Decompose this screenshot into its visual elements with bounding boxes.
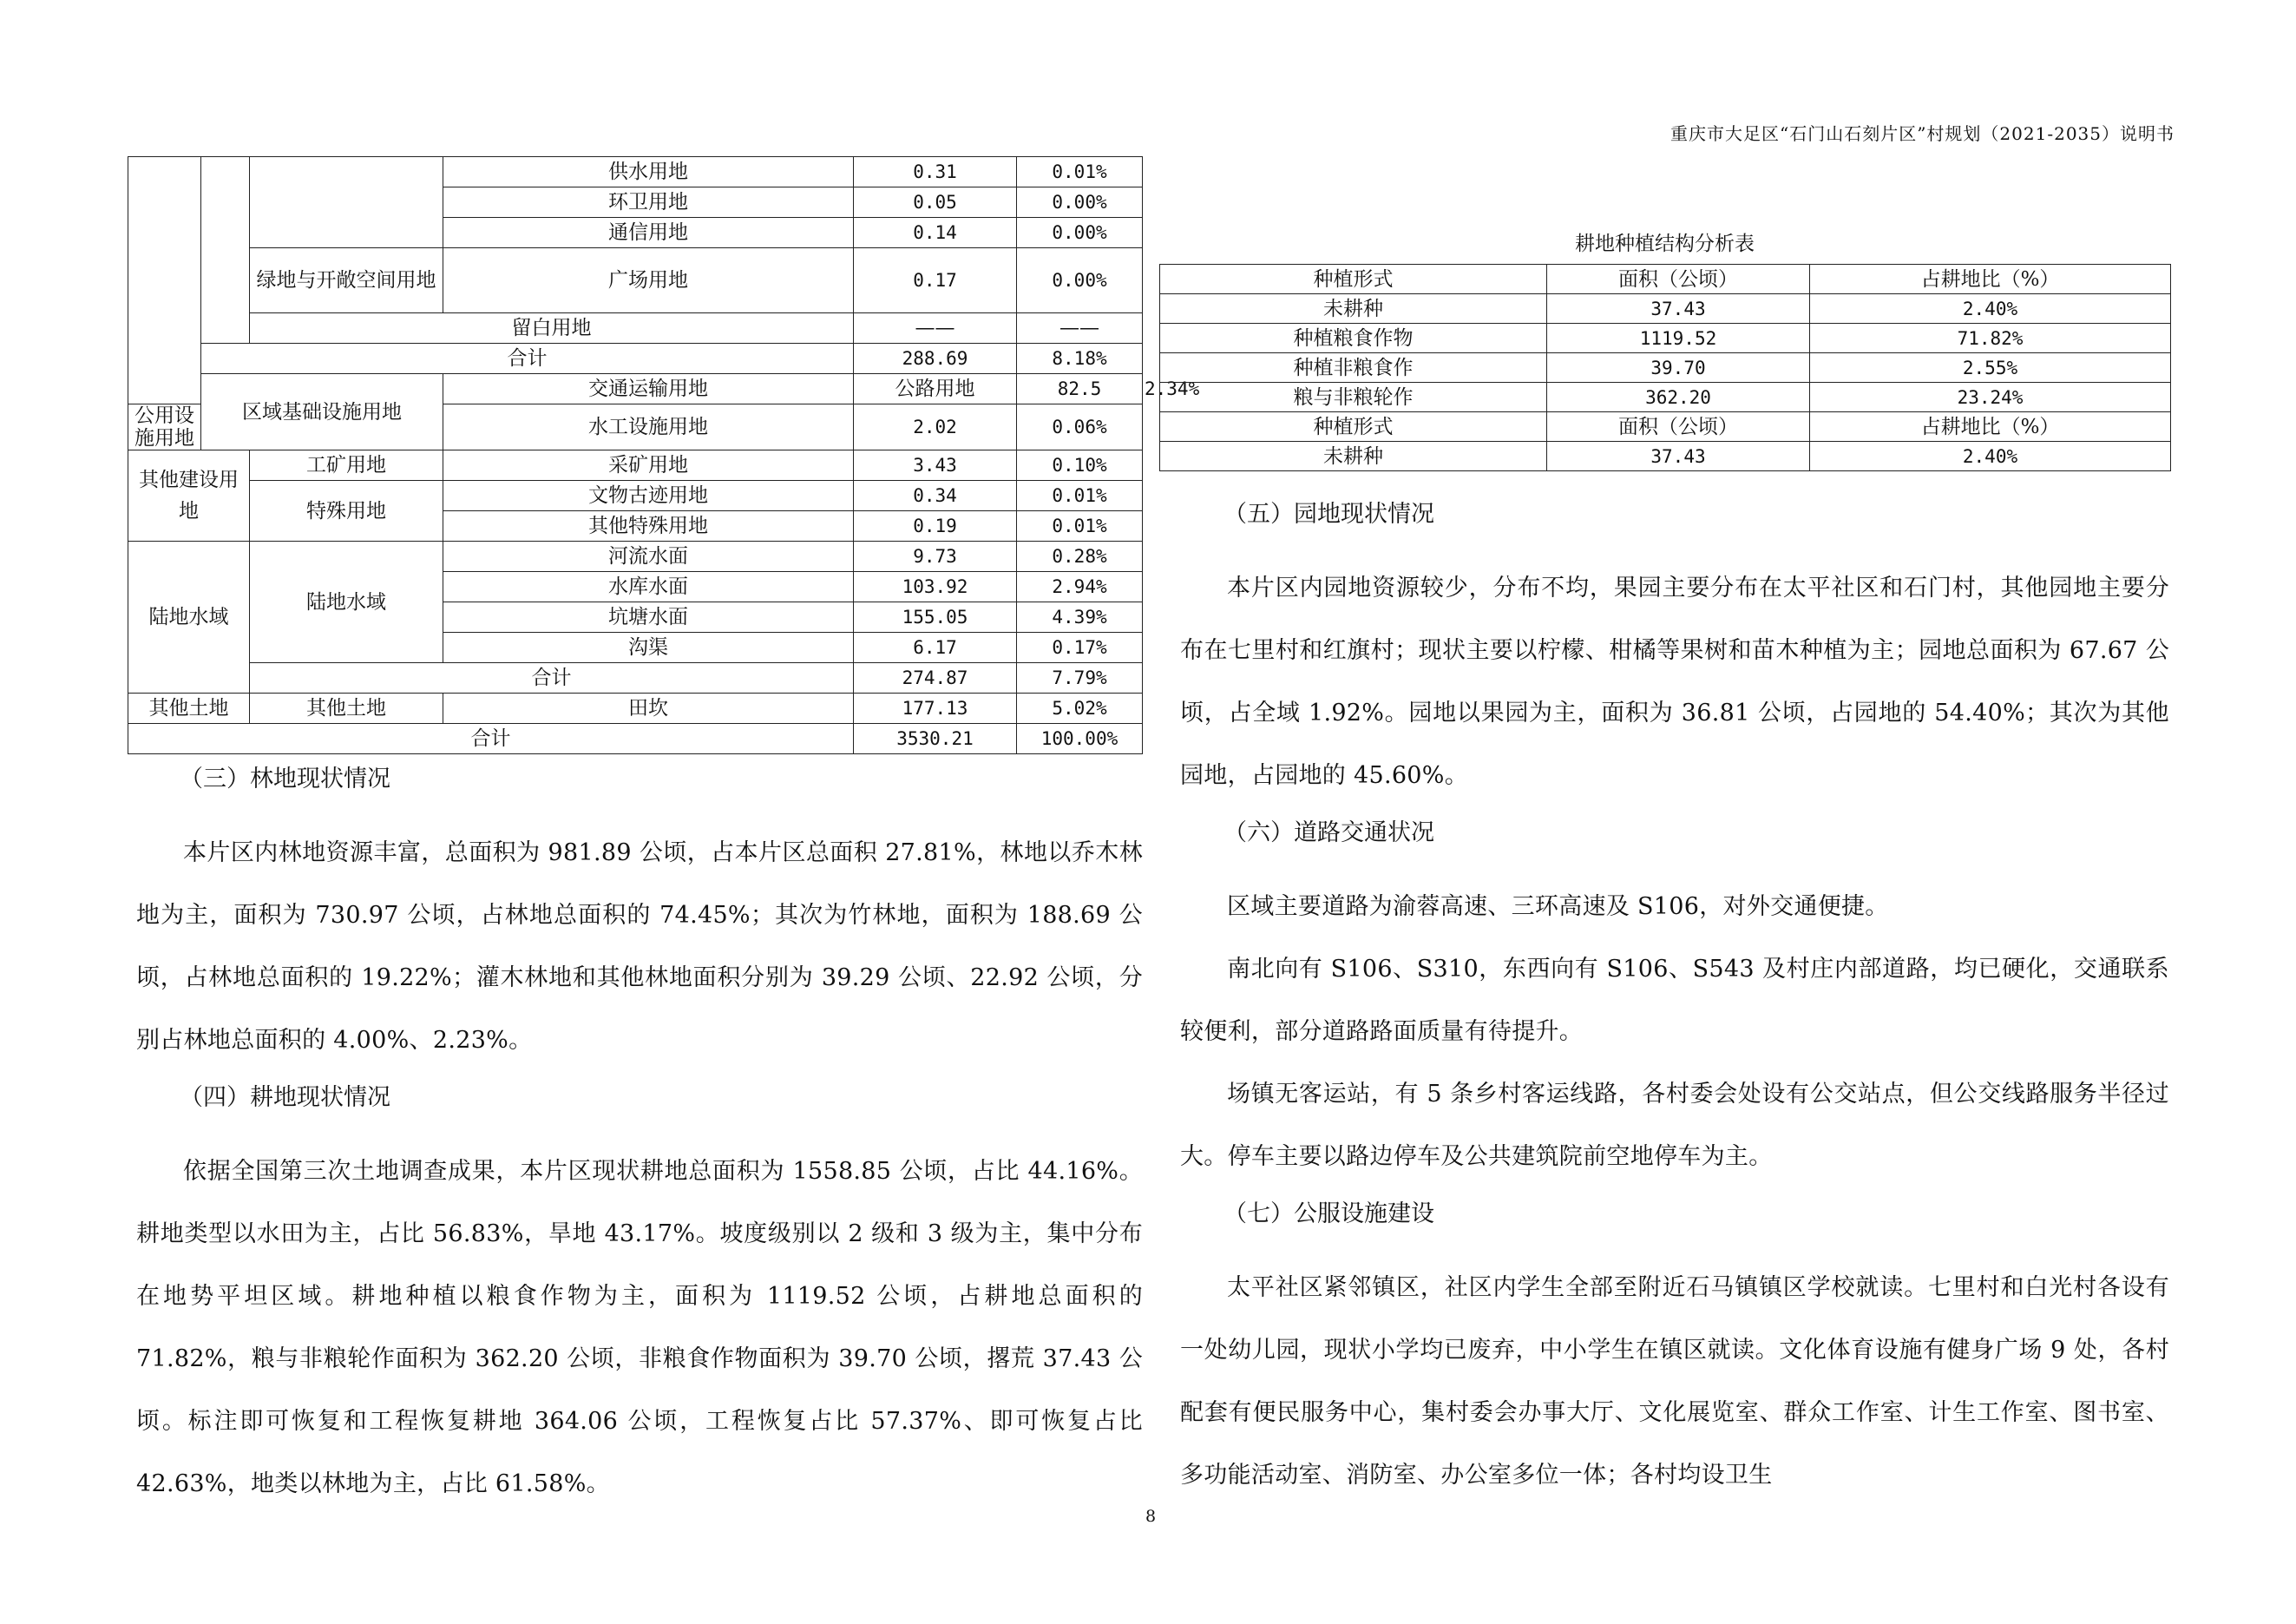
table-cell: 37.43	[1547, 442, 1810, 471]
table-cell: 0.00%	[1017, 218, 1143, 248]
table-cell: 100.00%	[1017, 724, 1143, 754]
table-cell: 23.24%	[1810, 383, 2171, 412]
table-cell: 0.17%	[1017, 633, 1143, 663]
table-header-cell: 面积（公顷）	[1547, 265, 1810, 294]
paragraph: 太平社区紧邻镇区，社区内学生全部至附近石马镇镇区学校就读。七里村和白光村各设有一处幼儿园，现状小学均已废弃，中小学生在镇区就读。文化体育设施有健身广场 9 处，各村配套有便民服务中心，集村委会办事大厅、文化展览室、群众工作室、计生工作室、图书室、多功能活动室、消防室、办公室多位一体；各村均设卫生	[1180, 1274, 2169, 1489]
table-row	[128, 344, 1143, 374]
table-cell: 文物古迹用地	[443, 481, 854, 511]
table-cell: 155.05	[854, 602, 1017, 633]
section-heading: （五）园地现状情况	[1223, 501, 1434, 528]
table-cell: 采矿用地	[443, 450, 854, 481]
paragraph: 南北向有 S106、S310，东西向有 S106、S543 及村庄内部道路，均已硬化，交通联系较便利，部分道路路面质量有待提升。	[1180, 956, 2169, 1045]
table-row	[1160, 383, 2171, 412]
table-cell: 103.92	[854, 572, 1017, 602]
table-cell	[250, 157, 443, 248]
table-cell: 0.00%	[1017, 248, 1143, 313]
table-cell: 0.17	[854, 248, 1017, 313]
table-cell: 坑塘水面	[443, 602, 854, 633]
table-cell: ——	[854, 313, 1017, 344]
table-cell: 其他土地	[250, 694, 443, 724]
table-cell: 未耕种	[1160, 294, 1547, 324]
paragraph: 本片区内园地资源较少，分布不均，果园主要分布在太平社区和石门村，其他园地主要分布在七里村和红旗村；现状主要以柠檬、柑橘等果树和苗木种植为主；园地总面积为 67.67 公顷，占全域 1.92%。园地以果园为主，面积为 36.81 公顷，占园地的 54.40%；其次为其他园地，占园地的 45.60%。	[1180, 575, 2169, 789]
section-heading: （三）林地现状情况	[180, 766, 390, 792]
table-cell	[201, 157, 250, 344]
table-cell: 0.28%	[1017, 542, 1143, 572]
table-row	[1160, 294, 2171, 324]
table-row	[128, 157, 1143, 187]
table-cell: 种植非粮食作	[1160, 353, 1547, 383]
table-row	[128, 724, 1143, 754]
table-cell: 3530.21	[854, 724, 1017, 754]
table-cell: 3.43	[854, 450, 1017, 481]
table-cell: 通信用地	[443, 218, 854, 248]
table-cell: 其他建设用地	[128, 450, 250, 542]
crop-structure-table	[1159, 264, 2171, 471]
table-cell: 占耕地比（%）	[1810, 412, 2171, 442]
table-header-cell: 种植形式	[1160, 265, 1547, 294]
table-cell: 39.70	[1547, 353, 1810, 383]
right-column	[1180, 499, 2169, 1507]
table-row: 区域基础设施用地 交通运输用地 公路用地 82.5 2.34%	[128, 374, 1143, 404]
section-heading: （六）道路交通状况	[1223, 819, 1434, 846]
table-cell: ——	[1017, 313, 1143, 344]
table-cell: 陆地水域	[250, 542, 443, 663]
table-cell: 0.34	[854, 481, 1017, 511]
table-cell: 特殊用地	[250, 481, 443, 542]
table-row	[1160, 412, 2171, 442]
table-cell: 公用设施用地	[128, 404, 201, 450]
table-cell: 0.14	[854, 218, 1017, 248]
table-cell: 0.01%	[1017, 481, 1143, 511]
table-cell: 水工设施用地	[443, 404, 854, 450]
table-cell: 区域基础设施用地	[201, 374, 443, 450]
paragraph: 依据全国第三次土地调查成果，本片区现状耕地总面积为 1558.85 公顷，占比 44.16%。耕地类型以水田为主，占比 56.83%，旱地 43.17%。坡度级别以 2 级和 3 级为主，集中分布在地势平坦区域。耕地种植以粮食作物为主，面积为 1119.52 公顷，占耕地总面积的 71.82%，粮与非粮轮作面积为 362.20 公顷，非粮食作物面积为 39.70 公顷，撂荒 37.43 公顷。标注即可恢复和工程恢复耕地 364.06 公顷，工程恢复占比 57.37%、即可恢复占比 42.63%，地类以林地为主，占比 61.58%。	[136, 1158, 1143, 1497]
table-cell: 0.01%	[1017, 157, 1143, 187]
page-number: 8	[1145, 1507, 1157, 1526]
table-cell: 1119.52	[1547, 324, 1810, 353]
table-cell: 河流水面	[443, 542, 854, 572]
table-cell: 种植粮食作物	[1160, 324, 1547, 353]
table-cell: 288.69	[854, 344, 1017, 374]
table-header-cell: 占耕地比（%）	[1810, 265, 2171, 294]
crop-table-title: 耕地种植结构分析表	[1575, 233, 1755, 255]
table-cell: 其他特殊用地	[443, 511, 854, 542]
table-cell: 合计	[250, 663, 854, 694]
table-cell: 7.79%	[1017, 663, 1143, 694]
table-row	[128, 450, 1143, 481]
table-cell: 公路用地	[854, 374, 1017, 404]
section-heading: （四）耕地现状情况	[180, 1084, 390, 1111]
table-cell: 未耕种	[1160, 442, 1547, 471]
table-cell: 0.31	[854, 157, 1017, 187]
table-cell: 粮与非粮轮作	[1160, 383, 1547, 412]
table-cell: 9.73	[854, 542, 1017, 572]
table-cell: 环卫用地	[443, 187, 854, 218]
table-cell: 362.20	[1547, 383, 1810, 412]
table-row	[128, 542, 1143, 572]
table-row	[128, 481, 1143, 511]
table-cell: 6.17	[854, 633, 1017, 663]
table-row	[1160, 442, 2171, 471]
table-cell: 8.18%	[1017, 344, 1143, 374]
table-cell: 工矿用地	[250, 450, 443, 481]
table-cell: 71.82%	[1810, 324, 2171, 353]
table-header-row	[1160, 265, 2171, 294]
table-row	[128, 663, 1143, 694]
table-cell: 2.40%	[1810, 442, 2171, 471]
table-cell: 合计	[128, 724, 854, 754]
table-cell: 合计	[201, 344, 854, 374]
table-row	[128, 313, 1143, 344]
table-cell: 37.43	[1547, 294, 1810, 324]
table-cell: 其他土地	[128, 694, 250, 724]
table-cell: 田坎	[443, 694, 854, 724]
table-cell	[128, 157, 201, 404]
table-cell: 种植形式	[1160, 412, 1547, 442]
land-use-table	[128, 156, 1200, 754]
table-cell: 沟渠	[443, 633, 854, 663]
table-row	[1160, 324, 2171, 353]
table-cell: 0.00%	[1017, 187, 1143, 218]
table-cell: 0.05	[854, 187, 1017, 218]
left-column	[136, 764, 1143, 1516]
paragraph: 本片区内林地资源丰富，总面积为 981.89 公顷，占本片区总面积 27.81%，林地以乔木林地为主，面积为 730.97 公顷，占林地总面积的 74.45%；其次为竹林地，面积为 188.69 公顷，占林地总面积的 19.22%；灌木林地和其他林地面积分别为 39.29 公顷、22.92 公顷，分别占林地总面积的 4.00%、2.23%。	[136, 839, 1143, 1054]
table-row	[128, 694, 1143, 724]
table-cell: 5.02%	[1017, 694, 1143, 724]
table-cell: 面积（公顷）	[1547, 412, 1810, 442]
document-header: 重庆市大足区“石门山石刻片区”村规划（2021-2035）说明书	[1670, 123, 2175, 144]
section-heading: （七）公服设施建设	[1223, 1200, 1434, 1227]
table-cell: 留白用地	[250, 313, 854, 344]
table-row	[1160, 353, 2171, 383]
table-cell: 4.39%	[1017, 602, 1143, 633]
table-cell: 交通运输用地	[443, 374, 854, 404]
table-cell: 274.87	[854, 663, 1017, 694]
paragraph: 场镇无客运站，有 5 条乡村客运线路，各村委会处设有公交站点，但公交线路服务半径过大。停车主要以路边停车及公共建筑院前空地停车为主。	[1180, 1081, 2169, 1170]
table-cell: 2.94%	[1017, 572, 1143, 602]
table-cell: 0.06%	[1017, 404, 1143, 450]
table-row	[128, 248, 1143, 313]
table-cell: 陆地水域	[128, 542, 250, 694]
table-cell: 广场用地	[443, 248, 854, 313]
paragraph: 区域主要道路为渝蓉高速、三环高速及 S106，对外交通便捷。	[1227, 893, 1889, 920]
table-cell: 0.10%	[1017, 450, 1143, 481]
table-cell: 2.40%	[1810, 294, 2171, 324]
table-cell: 0.01%	[1017, 511, 1143, 542]
table-cell: 82.5	[1017, 374, 1143, 404]
table-cell: 0.19	[854, 511, 1017, 542]
table-cell: 水库水面	[443, 572, 854, 602]
table-cell: 177.13	[854, 694, 1017, 724]
table-cell: 2.02	[854, 404, 1017, 450]
table-cell: 绿地与开敞空间用地	[250, 248, 443, 313]
table-cell: 供水用地	[443, 157, 854, 187]
table-cell: 2.55%	[1810, 353, 2171, 383]
